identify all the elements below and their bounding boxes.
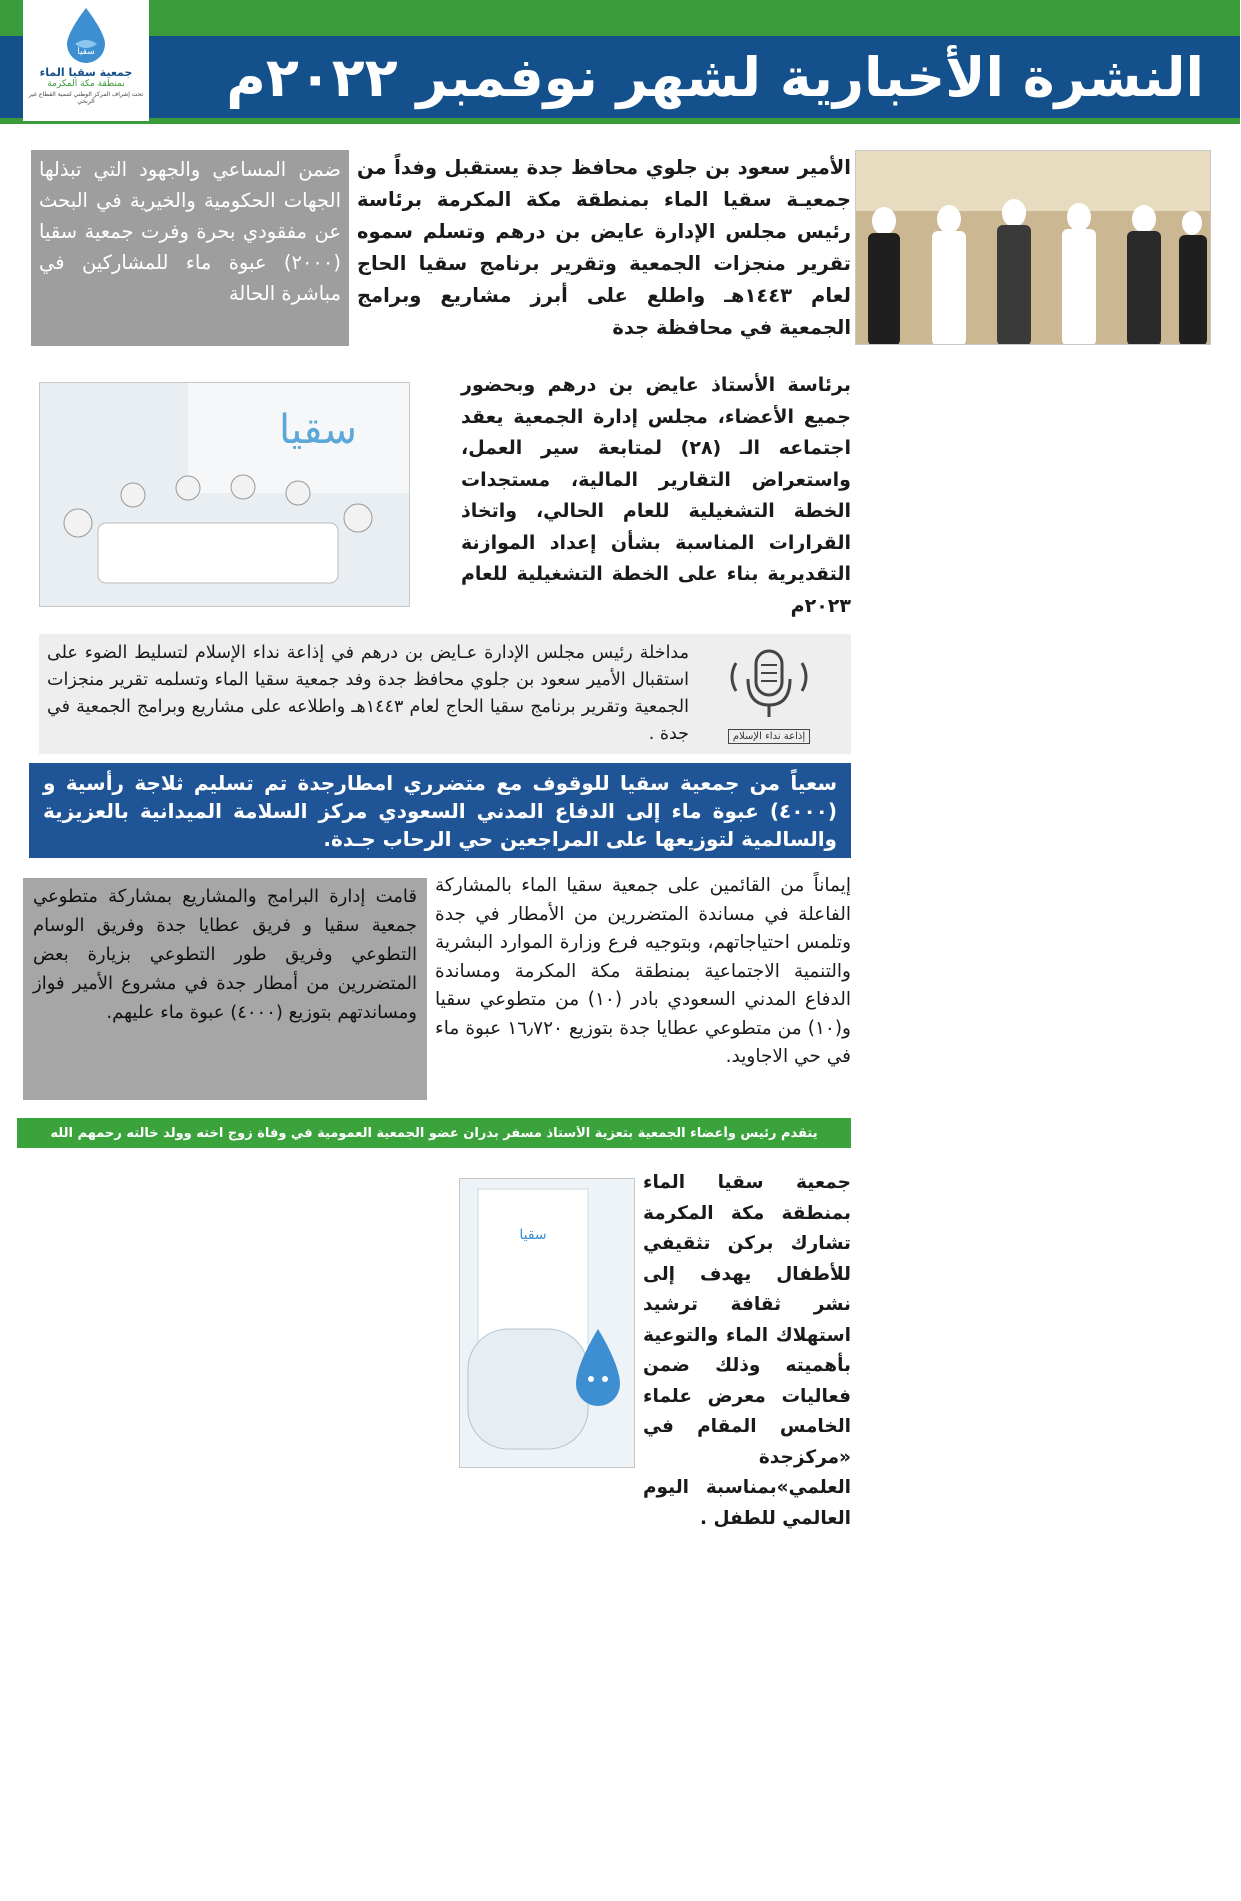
microphone-icon <box>715 645 825 727</box>
article-rain-volunteers: إيماناً من القائمين على جمعية سقيا الماء بالمشاركة الفاعلة في مساندة المتضررين من الأمطار في جدة وتلمس احتياجاتهم، وبتوجيه فرع وزارة الموارد البشرية والتنمية الاجتماعية بمنطقة مكة المكرمة ومساندة الدفاع المدني السعودي بادر (١٠) من متطوعي سقيا و(١٠) من متطوعي عطايا جدة بتوزيع ١٦٫٧٢٠ عبوة ماء في حي الاجاويد. <box>436 875 852 1067</box>
logo-region: بمنطقة مكة المكرمة <box>48 79 126 89</box>
grey-note-missing-persons-text: ضمن المساعي والجهود التي تبذلها الجهات الحكومية والخيرية في البحث عن مفقودي بحرة وفرت جمعية سقيا (٢٠٠٠) عبوة ماء للمشاركين في مباشرة الحالة <box>40 158 342 305</box>
header-bottom-strip <box>0 118 1241 124</box>
grey-note-missing-persons <box>32 150 350 346</box>
water-drop-logo-icon <box>64 6 110 64</box>
radio-intervention-text: مداخلة رئيس مجلس الإدارة عـايض بن درهم في إذاعة نداء الإسلام لتسليط الضوء على استقبال الأمير سعود بن جلوي محافظ جدة وفد جمعية سقيا الماء وتسلمه تقرير منجزات الجمعية وتقرير برنامج سقيا الحاج لعام ١٤٤٣هـ واطلاعه على مشاريع وبرامج الجمعية في جدة . <box>48 643 690 744</box>
civil-defense-banner <box>30 763 852 858</box>
radio-station-label: إذاعة نداء الإسلام <box>729 729 811 744</box>
logo <box>24 0 150 124</box>
grey-note-rain-visit-text: قامت إدارة البرامج والمشاريع بمشاركة متطوعي جمعية سقيا و فريق عطايا جدة وفريق الوسام التطوعي وفريق طور التطوعي بزيارة بعض المتضررين من أمطار جدة في مشروع الأمير فواز ومساندتهم بتوزيع (٤٠٠٠) عبوة ماء عليهم. <box>34 886 418 1023</box>
header-top-bar <box>0 0 1241 30</box>
newsletter-title: النشرة الأخبارية لشهر نوفمبر ٢٠٢٢م <box>227 46 1205 109</box>
board-meeting-photo <box>40 382 411 607</box>
article-kids-corner: جمعية سقيا الماء بمنطقة مكة المكرمة تشارك بركن تثقيفي للأطفال يهدف إلى نشر ثقافة ترشيد استهلاك الماء والتوعية بأهميته وذلك ضمن فعاليات معرض علماء الخامس المقام في «مركزجدة العلمي»بمناسبة اليوم العالمي للطفل . <box>644 1172 852 1529</box>
logo-name: جمعية سقيا الماء <box>40 66 134 79</box>
article-prince-reception: الأمير سعود بن جلوي محافظ جدة يستقبل وفداً من جمعيـة سقيا الماء بمنطقة مكة المكرمة برئاسة رئيس مجلس الإدارة عايض بن درهم وتسلم سموه تقرير منجزات الجمعية وتقرير برنامج سقيا الحاج لعام ١٤٤٣هـ واطلع على أبرز مشاريع وبرامج الجمعية في محافظة جدة <box>358 156 852 339</box>
logo-note: تحت إشراف المركز الوطني لتنمية القطاع غير الربحي <box>29 91 145 106</box>
grey-note-rain-visit <box>24 878 428 1100</box>
article-board-meeting: برئاسة الأستاذ عايض بن درهم وبحضور جميع الأعضاء، مجلس إدارة الجمعية يعقد اجتماعه الـ (٢٨) لمتابعة سير العمل، واستعراض التقارير المالية، مستجدات الخطة التشغيلية للعام الحالي، واتخاذ القرارات المناسبة بشأن إعداد الموازنة التقديرية بناء على الخطة التشغيلية للعام ٢٠٢٣م <box>462 374 853 617</box>
condolence-text: يتقدم رئيس وأعضاء الجمعية بتعزية الأستاذ مسفر بدران عضو الجمعية العمومية في وفاة زوج اخته وولد خالته رحمهم الله <box>51 1125 819 1141</box>
svg-text:سقيا: سقيا <box>279 407 359 453</box>
condolence-bar <box>18 1118 852 1148</box>
kids-corner-photo <box>460 1178 636 1468</box>
svg-text:سقيا: سقيا <box>520 1227 548 1243</box>
civil-defense-banner-text: سعياً من جمعية سقيا للوقوف مع متضرري امطارجدة تم تسليم ثلاجة رأسية و (٤٠٠٠) عبوة ماء إلى الدفاع المدني السعودي مركز السلامة الميدانية بالعزيزية والسالمية لتوزيعها على المراجعين حي الرحاب جـدة. <box>44 771 838 851</box>
svg-text:سقيا: سقيا <box>78 47 96 57</box>
prince-meeting-photo <box>856 150 1212 345</box>
radio-logo <box>700 640 840 748</box>
